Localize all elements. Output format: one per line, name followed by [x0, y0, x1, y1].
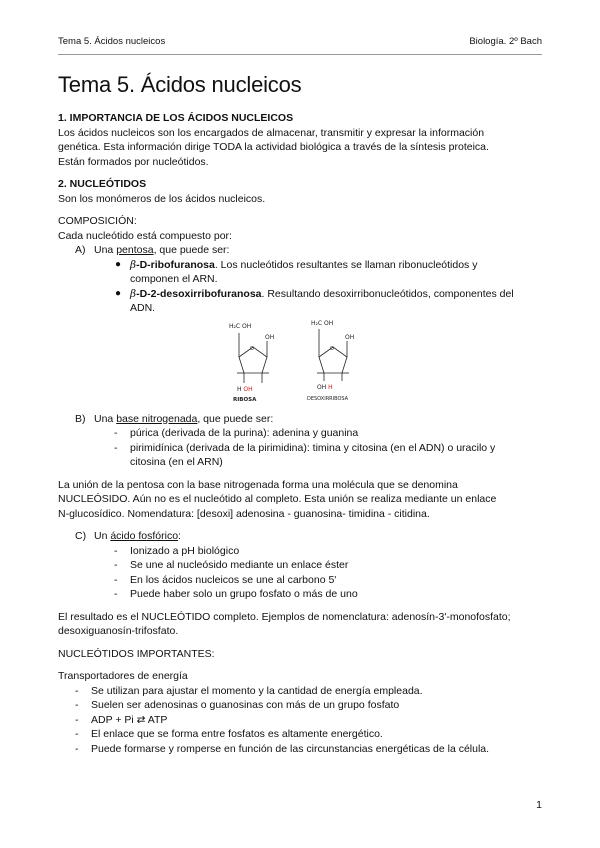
dash-item [58, 426, 542, 441]
bullet-item-ribose [58, 258, 542, 273]
base-term: base nitrogenada [116, 412, 198, 425]
dash-marker: - [114, 588, 118, 600]
text: Ionizado a pH biológico [130, 544, 240, 557]
header-rule [58, 54, 542, 55]
paragraph-line: desoxiguanosín-trifosfato. [58, 625, 179, 637]
list-item-a [58, 243, 542, 258]
beta-symbol: β [130, 287, 137, 300]
deoxyribose-oh-top: OH [345, 334, 355, 341]
page-header [58, 35, 542, 49]
ribose-name: -D-ribofuranosa [136, 258, 215, 271]
deoxyribose-ch2oh: H₂C OH [311, 320, 334, 327]
composition-heading: COMPOSICIÓN: [58, 215, 137, 227]
dash-marker: - [114, 427, 118, 439]
ribose-ring-o-icon: O [250, 346, 254, 352]
list-label: B) [75, 412, 86, 425]
dash-marker: - [75, 713, 79, 726]
dash-marker: - [75, 684, 79, 697]
energy-heading: Transportadores de energía [58, 670, 188, 682]
dash-marker: - [114, 441, 118, 454]
text: pirimidínica (derivada de la pirimidina): timina y citosina (en el ADN) o uracilo y [130, 441, 496, 454]
section-2-heading: 2. NUCLEÓTIDOS [58, 178, 147, 190]
deoxyribose-ring-o-icon: O [330, 346, 334, 352]
dash-item [58, 587, 542, 602]
dash-marker: - [75, 742, 79, 755]
text: Puede formarse y romperse en función de las circunstancias energéticas de la célula. [91, 742, 490, 755]
dash-item [58, 727, 542, 742]
list-label: C) [75, 530, 87, 542]
text: Suelen ser adenosinas o guanosinas con más de un grupo fosfato [91, 699, 400, 711]
important-heading: NUCLEÓTIDOS IMPORTANTES: [58, 647, 215, 660]
text: : [178, 530, 181, 542]
pentosa-term: pentosa [116, 244, 154, 256]
text: , que puede ser: [153, 244, 230, 256]
beta-symbol: β [130, 258, 137, 271]
dash-item [58, 698, 542, 713]
dash-continuation: citosina (en el ARN) [130, 456, 223, 468]
bullet-icon: ● [115, 287, 122, 299]
page-number: 1 [536, 799, 542, 811]
dash-item [58, 544, 542, 559]
text: Un [94, 530, 111, 542]
text: . Los nucleótidos resultantes se llaman ribonucleótidos y [214, 258, 478, 271]
paragraph-line: Los ácidos nucleicos son los encargados de almacenar, transmitir y expresar la información [58, 126, 485, 139]
ribose-oh-top: OH [265, 334, 275, 341]
text: . Resultando desoxirribonucleótidos, componentes del [261, 287, 514, 300]
text: Se une al nucleósido mediante un enlace éster [130, 559, 349, 571]
dash-item [58, 441, 542, 456]
bullet-item-deoxyribose [58, 287, 542, 302]
document-body [58, 68, 542, 756]
text: , que puede ser: [197, 412, 274, 425]
paragraph-line: NUCLEÓSIDO. Aún no es el nucleótido al completo. Esta unión se realiza mediante un enlace [58, 493, 497, 505]
dash-marker: - [75, 728, 79, 740]
dash-item [58, 713, 542, 728]
header-right: Biología. 2º Bach [469, 36, 542, 47]
deoxyribose-bottom: OH H [317, 384, 333, 391]
dash-item [58, 742, 542, 757]
list-label: A) [75, 244, 86, 256]
dash-marker: - [114, 559, 118, 571]
dash-marker: - [114, 544, 118, 557]
paragraph-line: Son los monómeros de los ácidos nucleicos. [58, 192, 266, 205]
text: En los ácidos nucleicos se une al carbono 5' [130, 573, 337, 586]
text: Una [94, 244, 117, 256]
ribose-ch2oh: H₂C OH [229, 323, 252, 330]
dash-marker: - [114, 573, 118, 586]
text: Puede haber solo un grupo fosfato o más de uno [130, 588, 358, 600]
page-title: Tema 5. Ácidos nucleicos [58, 72, 302, 97]
ribose-bottom: H OH [237, 386, 253, 393]
dash-item [58, 558, 542, 573]
ribose-caption: RIBOSA [233, 397, 257, 403]
list-item-c [58, 529, 542, 544]
text: Se utilizan para ajustar el momento y la cantidad de energía empleada. [91, 684, 423, 697]
text: ADP + Pi ⇄ ATP [91, 713, 168, 726]
text: Una [94, 412, 117, 425]
section-1-heading: 1. IMPORTANCIA DE LOS ÁCIDOS NUCLEICOS [58, 112, 294, 124]
bullet-continuation: ADN. [130, 302, 156, 314]
list-item-b [58, 412, 542, 427]
paragraph-line: genética. Esta información dirige TODA la actividad biológica a través de la síntesis proteica. [58, 141, 489, 153]
phosphoric-term: ácido fosfórico [110, 530, 179, 542]
header-left: Tema 5. Ácidos nucleicos [58, 36, 166, 47]
paragraph-line: Cada nucleótido está compuesto por: [58, 229, 232, 242]
deoxyribose-caption: DESOXIRRIBOSA [307, 396, 349, 402]
bullet-continuation: componen el ARN. [130, 273, 218, 285]
bullet-icon: ● [115, 258, 122, 270]
dash-item [58, 573, 542, 588]
paragraph-line: El resultado es el NUCLEÓTIDO completo. Ejemplos de nomenclatura: adenosín-3'-monofosfato; [58, 610, 511, 623]
pentose-structures-figure [213, 319, 372, 404]
dash-marker: - [75, 699, 79, 711]
paragraph-line: La unión de la pentosa con la base nitrogenada forma una molécula que se denomina [58, 478, 458, 491]
paragraph-line: N-glucosídico. Nomendatura: [desoxi] adenosina - guanosina- timidina - citidina. [58, 507, 430, 520]
deoxyribose-name: -D-2-desoxirribofuranosa [136, 287, 262, 300]
text: El enlace que se forma entre fosfatos es altamente energético. [91, 728, 383, 740]
dash-item [58, 684, 542, 699]
text: púrica (derivada de la purina): adenina y guanina [130, 427, 359, 439]
paragraph-line: Están formados por nucleótidos. [58, 155, 209, 168]
